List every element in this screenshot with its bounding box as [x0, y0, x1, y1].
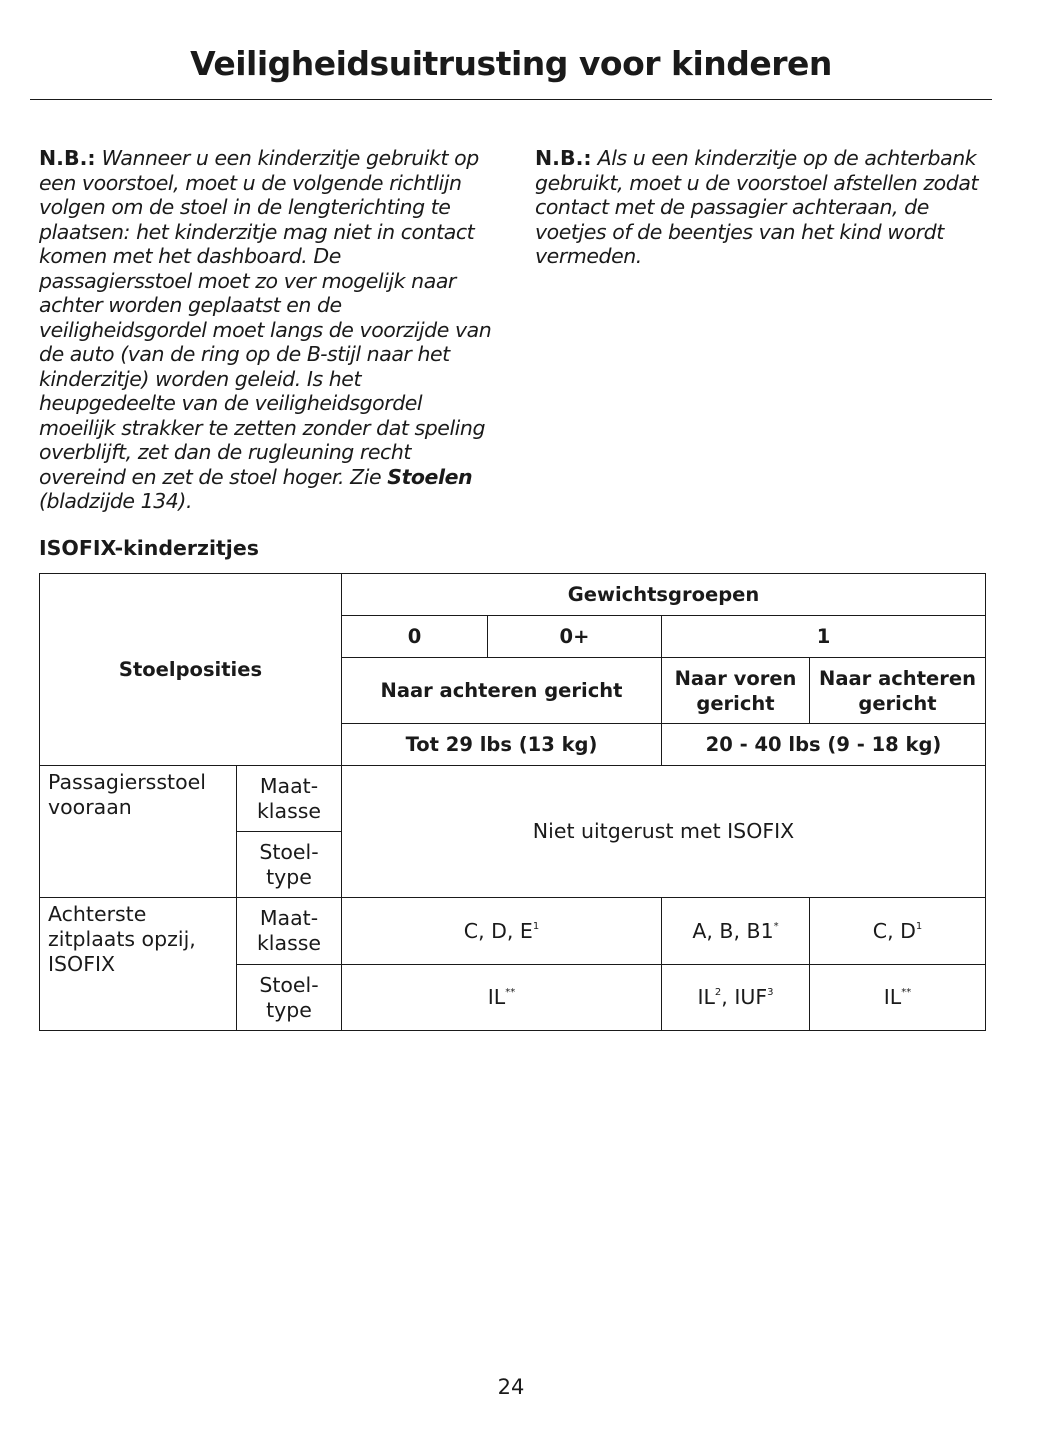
position-front-passenger: Passagiersstoel vooraan — [40, 766, 237, 898]
group-1-header: 1 — [662, 616, 986, 658]
footnote-mark: 3 — [767, 987, 774, 998]
note-rear-seat — [535, 146, 990, 269]
front-not-equipped: Niet uitgerust met ISOFIX — [342, 766, 986, 898]
rear-seat-type-group-0 — [342, 965, 662, 1031]
rear-seat-type-group-1-rear — [810, 965, 986, 1031]
note-text: Wanneer u een kinderzitje gebruikt op een voorstoel, moet u de volgende richtlijn volgen om de stoel in de lengterichting te plaatsen: het kinderzitje mag niet in contact komen met het dashboard. De passagiersstoel moet zo ver mogelijk naar achter worden geplaatst en de veiligheidsgordel moet langs de voorzijde van de auto (van de ring op de B-stijl naar het kinderzitje) worden geleid. Is het heupgedeelte van de veiligheidsgordel moeilijk strakker te zetten zonder dat speling overblijft, zet dan de rugleuning recht overeind en zet de stoel hoger. Zie — [39, 146, 492, 489]
rear-seat-type-group-1-forward — [662, 965, 810, 1031]
footnote-mark: ** — [505, 987, 516, 998]
direction-forward-group-1: Naar voren gericht — [662, 658, 810, 724]
cell-value: IL — [883, 985, 902, 1009]
seat-positions-header: Stoelposities — [40, 574, 342, 766]
footnote-mark: ** — [901, 987, 912, 998]
seat-type-label: Stoel-type — [237, 965, 342, 1031]
weight-group-1: 20 - 40 lbs (9 - 18 kg) — [662, 724, 986, 766]
cell-value: IUF — [734, 985, 768, 1009]
direction-rear-group-0: Naar achteren gericht — [342, 658, 662, 724]
cell-separator: , — [721, 985, 735, 1009]
cell-value: A, B, B1 — [692, 918, 774, 943]
note-label: N.B.: — [39, 146, 96, 170]
footnote-mark: 1 — [532, 920, 540, 932]
position-rear-outboard: Achterste zitplaats opzij, ISOFIX — [40, 898, 237, 1031]
group-0plus-header: 0+ — [488, 616, 662, 658]
cell-value: C, D, E — [463, 918, 533, 943]
seat-type-label: Stoel-type — [237, 832, 342, 898]
title-divider — [30, 99, 992, 100]
isofix-table — [39, 573, 986, 1031]
weight-groups-header: Gewichtsgroepen — [342, 574, 986, 616]
rear-size-class-group-0 — [342, 898, 662, 965]
page-title: Veiligheidsuitrusting voor kinderen — [190, 44, 832, 83]
weight-group-0: Tot 29 lbs (13 kg) — [342, 724, 662, 766]
note-front-seat — [39, 146, 494, 514]
rear-size-class-group-1-forward — [662, 898, 810, 965]
note-reference-page: (bladzijde 134). — [39, 489, 193, 513]
note-label: N.B.: — [535, 146, 592, 170]
group-0-header: 0 — [342, 616, 488, 658]
section-heading: ISOFIX-kinderzitjes — [39, 536, 259, 560]
footnote-mark: * — [773, 920, 779, 932]
note-reference-link[interactable]: Stoelen — [387, 464, 473, 489]
direction-rear-group-1: Naar achteren gericht — [810, 658, 986, 724]
footnote-mark: 1 — [915, 920, 923, 932]
page-number: 24 — [497, 1375, 525, 1399]
size-class-label: Maat-klasse — [237, 898, 342, 965]
cell-value: IL — [487, 985, 506, 1009]
size-class-label: Maat-klasse — [237, 766, 342, 832]
rear-size-class-group-1-rear — [810, 898, 986, 965]
note-text: Als u een kinderzitje op de achterbank gebruikt, moet u de voorstoel afstellen zodat contact met de passagier achteraan, de voetjes of de beentjes van het kind wordt vermeden. — [535, 146, 979, 268]
footnote-mark: 2 — [714, 987, 722, 998]
cell-value: C, D — [872, 918, 916, 943]
cell-value: IL — [697, 985, 715, 1009]
